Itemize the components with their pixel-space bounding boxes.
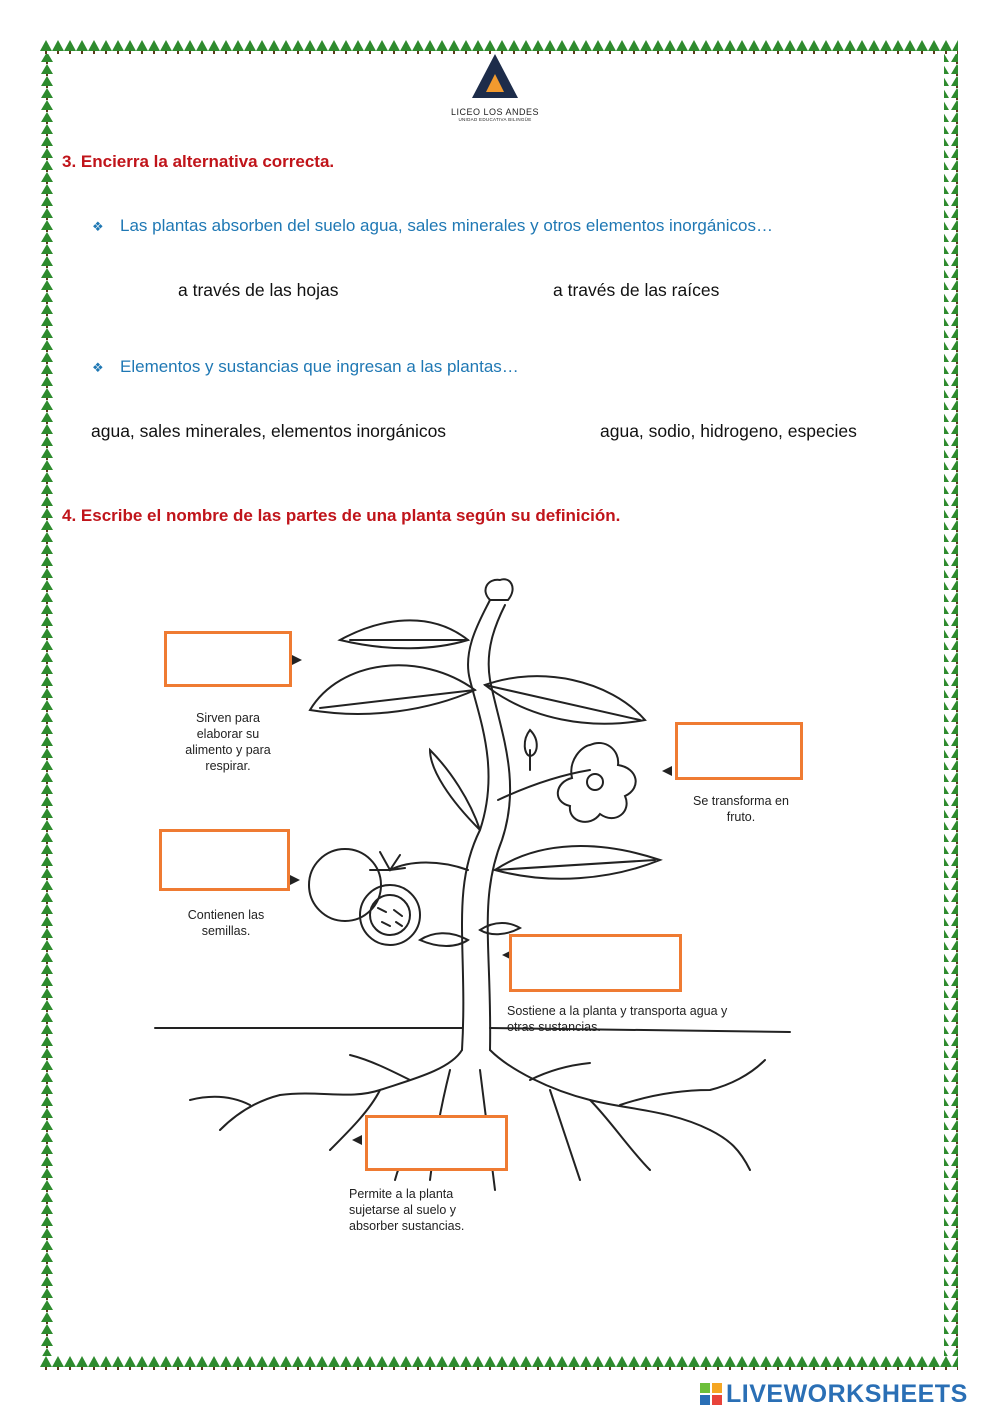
answer-box-leaves[interactable] bbox=[164, 631, 292, 687]
root bbox=[280, 1050, 462, 1095]
top-bud bbox=[485, 579, 512, 600]
diamond-bullet-icon: ❖ bbox=[92, 360, 104, 375]
answer-box-root[interactable] bbox=[365, 1115, 508, 1171]
logo-name: LICEO LOS ANDES bbox=[450, 107, 540, 117]
section-3-title: 3. Encierra la alternativa correcta. bbox=[62, 152, 335, 171]
q1-option-b[interactable]: a través de las raíces bbox=[553, 280, 720, 300]
leaf bbox=[430, 750, 480, 830]
pointer-arrow-icon bbox=[292, 655, 302, 665]
definition-flower: Se transforma en fruto. bbox=[693, 794, 789, 824]
pointer-arrow-icon bbox=[290, 875, 300, 885]
answer-box-stem[interactable] bbox=[509, 934, 682, 992]
definition-root: Permite a la planta sujetarse al suelo y absorber sustancias. bbox=[349, 1187, 465, 1233]
liveworksheets-brand bbox=[700, 1378, 968, 1410]
definition-leaves: Sirven para elaborar su alimento y para respirar. bbox=[185, 711, 271, 773]
question-2 bbox=[92, 357, 519, 377]
pointer-arrow-icon bbox=[352, 1135, 362, 1145]
diamond-bullet-icon: ❖ bbox=[92, 219, 104, 234]
leaf bbox=[495, 846, 660, 879]
q2-option-b[interactable]: agua, sodio, hidrogeno, especies bbox=[600, 421, 857, 441]
logo-subtitle: UNIDAD EDUCATIVA BILINGÜE bbox=[458, 117, 532, 122]
question-1-text: Las plantas absorben del suelo agua, sales minerales y otros elementos inorgánicos… bbox=[120, 216, 773, 235]
definition-fruit: Contienen las semillas. bbox=[187, 908, 265, 938]
section-4-title: 4. Escribe el nombre de las partes de una planta según su definición. bbox=[62, 506, 621, 525]
leaf bbox=[340, 620, 468, 648]
school-logo bbox=[440, 52, 550, 132]
definition-stem: Sostiene a la planta y transporta agua y otras sustancias. bbox=[507, 1004, 728, 1034]
q2-option-a[interactable]: agua, sales minerales, elementos inorgánicos bbox=[91, 421, 447, 441]
question-1 bbox=[92, 216, 773, 236]
brand-name: LIVEWORKSHEETS bbox=[726, 1379, 968, 1408]
answer-box-fruit[interactable] bbox=[159, 829, 290, 891]
question-2-text: Elementos y sustancias que ingresan a las plantas… bbox=[120, 357, 519, 376]
pointer-arrow-icon bbox=[662, 766, 672, 776]
liveworksheets-logo-icon bbox=[700, 1383, 722, 1405]
answer-box-flower[interactable] bbox=[675, 722, 803, 780]
andes-mountain-icon bbox=[470, 52, 520, 100]
flower bbox=[558, 743, 636, 822]
q1-option-a[interactable]: a través de las hojas bbox=[178, 280, 339, 300]
